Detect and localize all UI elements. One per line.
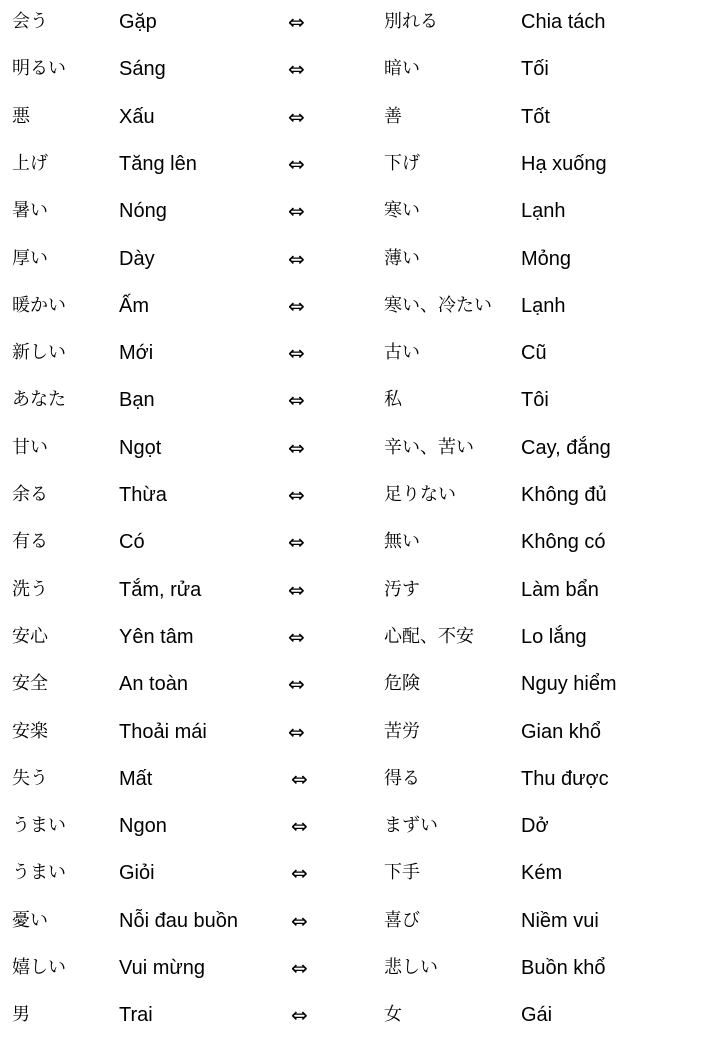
table-row — [0, 144, 720, 184]
table-row — [0, 948, 720, 988]
antonym-arrow-icon: ⇔ — [288, 624, 305, 649]
table-row — [0, 759, 720, 799]
vietnamese-antonym-meaning: Buồn khổ — [521, 957, 606, 979]
japanese-antonym: 汚す — [384, 578, 420, 600]
antonym-arrow-icon: ⇔ — [288, 530, 305, 555]
antonym-arrow-icon: ⇔ — [288, 151, 305, 176]
antonym-arrow-icon: ⇔ — [288, 483, 305, 507]
table-row — [0, 333, 720, 373]
japanese-word: 新しい — [12, 342, 66, 364]
table-row — [0, 901, 720, 941]
vietnamese-antonym-meaning: Thu được — [521, 767, 609, 790]
table-row — [0, 191, 720, 231]
antonym-arrow-icon: ⇔ — [288, 57, 305, 82]
vietnamese-antonym-meaning: Cay, đắng — [521, 436, 611, 459]
vietnamese-antonym-meaning: Không có — [521, 531, 606, 554]
japanese-antonym: まずい — [384, 815, 438, 837]
japanese-antonym: 喜び — [384, 909, 420, 931]
vietnamese-antonym-meaning: Gian khổ — [521, 720, 602, 743]
vietnamese-antonym-meaning: Lạnh — [521, 294, 566, 317]
japanese-antonym: 下げ — [384, 152, 420, 174]
japanese-antonym: 寒い — [384, 200, 420, 222]
vietnamese-antonym-meaning: Hạ xuống — [521, 152, 607, 175]
table-row — [0, 522, 720, 562]
japanese-antonym: 心配、不安 — [384, 625, 474, 647]
vietnamese-meaning: Nóng — [119, 200, 167, 223]
vietnamese-meaning: Tắm, rửa — [119, 578, 202, 601]
vietnamese-meaning: An toàn — [119, 673, 188, 696]
vietnamese-antonym-meaning: Dở — [521, 815, 549, 838]
vietnamese-meaning: Thoải mái — [119, 720, 207, 743]
vietnamese-meaning: Gặp — [119, 11, 157, 33]
vietnamese-meaning: Nỗi đau buồn — [119, 909, 238, 932]
japanese-word: 明るい — [12, 58, 66, 80]
vietnamese-meaning: Trai — [119, 1004, 153, 1027]
antonym-arrow-icon: ⇔ — [288, 435, 305, 460]
japanese-word: 暑い — [12, 200, 48, 222]
antonym-arrow-icon: ⇔ — [291, 956, 308, 980]
vietnamese-antonym-meaning: Làm bẩn — [521, 578, 599, 601]
japanese-word: 悪 — [12, 105, 30, 127]
japanese-antonym: 辛い、苦い — [384, 436, 474, 458]
vietnamese-meaning: Ngọt — [119, 436, 162, 459]
japanese-word: 暖かい — [12, 294, 66, 316]
table-row — [0, 97, 720, 137]
table-row — [0, 664, 720, 704]
vietnamese-antonym-meaning: Niềm vui — [521, 909, 599, 932]
vietnamese-meaning: Dày — [119, 247, 155, 270]
antonym-arrow-icon: ⇔ — [288, 719, 305, 744]
vietnamese-meaning: Vui mừng — [119, 957, 206, 979]
vietnamese-antonym-meaning: Lo lắng — [521, 625, 587, 648]
vietnamese-antonym-meaning: Tối — [521, 58, 549, 81]
table-row — [0, 853, 720, 893]
table-row — [0, 475, 720, 515]
japanese-word: 有る — [12, 531, 48, 553]
vietnamese-antonym-meaning: Mỏng — [521, 247, 572, 270]
vietnamese-antonym-meaning: Lạnh — [521, 200, 566, 223]
vietnamese-meaning: Tăng lên — [119, 152, 197, 175]
vietnamese-meaning: Mới — [119, 342, 154, 365]
table-row — [0, 239, 720, 279]
table-row — [0, 995, 720, 1035]
vietnamese-meaning: Thừa — [119, 484, 167, 506]
vietnamese-meaning: Yên tâm — [119, 625, 194, 648]
japanese-word: 厚い — [12, 247, 48, 269]
antonym-arrow-icon: ⇔ — [288, 388, 305, 413]
japanese-word: 甘い — [12, 436, 48, 458]
vietnamese-antonym-meaning: Nguy hiểm — [521, 673, 617, 696]
japanese-antonym: 薄い — [384, 247, 420, 269]
table-row — [0, 49, 720, 89]
vietnamese-meaning: Mất — [119, 767, 153, 790]
japanese-antonym: 悲しい — [384, 957, 438, 978]
japanese-antonym: 善 — [384, 105, 402, 127]
antonym-arrow-icon: ⇔ — [291, 1003, 308, 1028]
antonym-arrow-icon: ⇔ — [288, 577, 305, 602]
antonym-arrow-icon: ⇔ — [291, 814, 308, 839]
vietnamese-antonym-meaning: Tốt — [521, 105, 550, 128]
vietnamese-antonym-meaning: Kém — [521, 862, 563, 885]
japanese-antonym: 古い — [384, 342, 420, 364]
vietnamese-antonym-meaning: Cũ — [521, 342, 547, 365]
japanese-antonym: 苦労 — [384, 720, 420, 742]
japanese-antonym: 別れる — [384, 11, 438, 32]
japanese-word: うまい — [12, 815, 66, 837]
japanese-antonym: 寒い、冷たい — [384, 294, 492, 316]
vietnamese-meaning: Giỏi — [119, 862, 155, 885]
japanese-word: あなた — [12, 389, 66, 411]
japanese-word: 安全 — [12, 673, 48, 695]
table-row — [0, 712, 720, 752]
table-row — [0, 286, 720, 326]
japanese-word: 男 — [12, 1004, 30, 1026]
japanese-word: 嬉しい — [12, 957, 66, 978]
japanese-antonym: 足りない — [384, 484, 456, 505]
japanese-antonym: 危険 — [384, 673, 420, 695]
japanese-antonym: 得る — [384, 767, 420, 789]
japanese-antonym: 下手 — [384, 862, 420, 884]
japanese-word: 安心 — [12, 625, 48, 647]
japanese-word: 安楽 — [12, 720, 48, 742]
vietnamese-antonym-meaning: Chia tách — [521, 11, 606, 33]
antonym-arrow-icon: ⇔ — [288, 10, 305, 34]
table-row — [0, 2, 720, 42]
japanese-word: 会う — [12, 11, 48, 32]
vietnamese-meaning: Bạn — [119, 389, 155, 412]
vietnamese-antonym-meaning: Tôi — [521, 389, 549, 412]
japanese-word: うまい — [12, 862, 66, 884]
japanese-word: 失う — [12, 767, 48, 789]
vietnamese-meaning: Có — [119, 531, 145, 554]
antonym-arrow-icon: ⇔ — [291, 908, 308, 933]
antonym-arrow-icon: ⇔ — [291, 861, 308, 886]
japanese-antonym: 女 — [384, 1004, 402, 1026]
vietnamese-meaning: Sáng — [119, 58, 166, 81]
vietnamese-antonym-meaning: Không đủ — [521, 484, 607, 506]
antonym-arrow-icon: ⇔ — [288, 672, 305, 697]
table-row — [0, 806, 720, 846]
japanese-word: 憂い — [12, 909, 48, 931]
antonym-arrow-icon: ⇔ — [288, 199, 305, 224]
antonym-arrow-icon: ⇔ — [288, 246, 305, 271]
antonym-arrow-icon: ⇔ — [291, 766, 308, 791]
antonym-arrow-icon: ⇔ — [288, 104, 305, 129]
japanese-antonym: 無い — [384, 531, 420, 553]
japanese-antonym: 暗い — [384, 58, 420, 80]
table-row — [0, 380, 720, 420]
antonym-arrow-icon: ⇔ — [288, 341, 305, 366]
vietnamese-meaning: Ngon — [119, 815, 167, 838]
vietnamese-meaning: Ấm — [119, 294, 149, 317]
japanese-word: 洗う — [12, 578, 48, 600]
vietnamese-antonym-meaning: Gái — [521, 1004, 553, 1027]
antonym-arrow-icon: ⇔ — [288, 293, 305, 318]
japanese-word: 上げ — [12, 152, 48, 174]
vietnamese-meaning: Xấu — [119, 105, 155, 128]
table-row — [0, 570, 720, 610]
japanese-antonym: 私 — [384, 389, 402, 411]
japanese-word: 余る — [12, 484, 48, 505]
table-row — [0, 428, 720, 468]
table-row — [0, 617, 720, 657]
